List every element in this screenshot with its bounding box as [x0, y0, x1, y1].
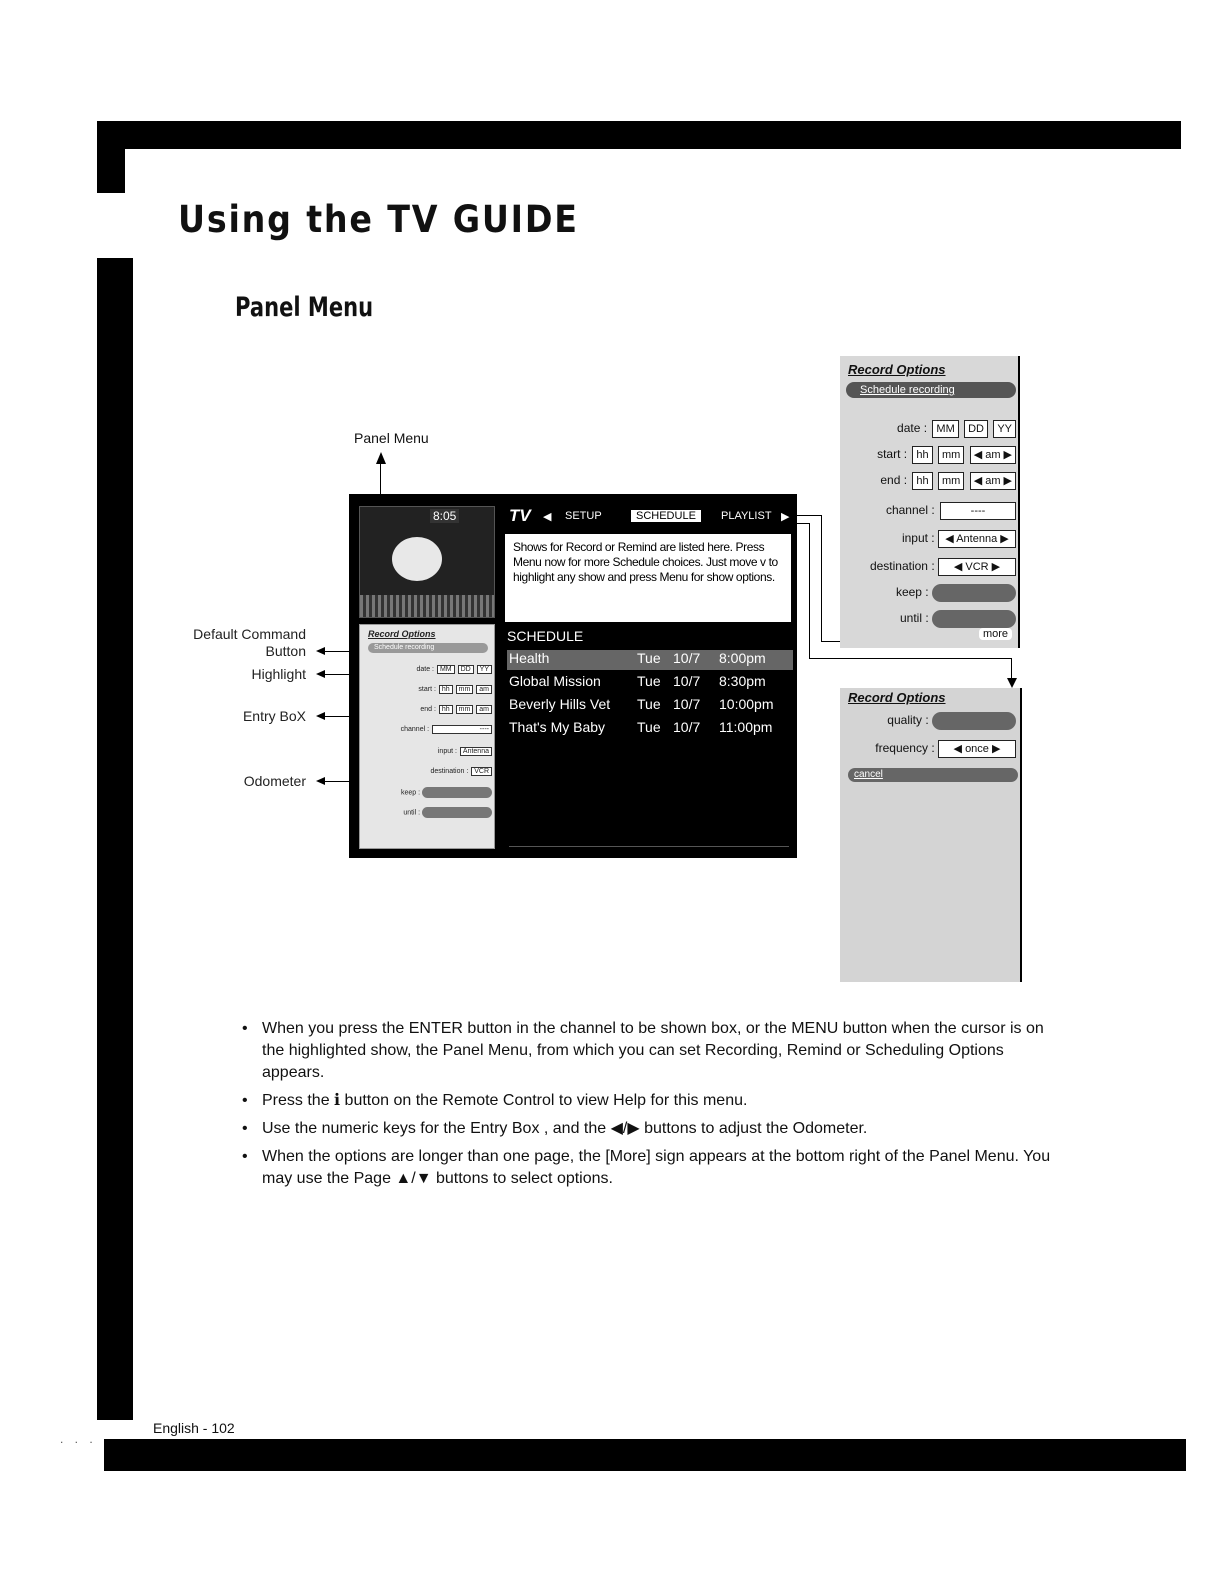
page-title: Using the TV GUIDE — [178, 198, 579, 241]
end-label: end : — [880, 473, 908, 487]
start-hour-field[interactable]: hh — [912, 446, 932, 464]
date-row — [844, 420, 1016, 438]
show-day: Tue — [637, 696, 661, 712]
destination-label: destination : — [430, 768, 469, 775]
left-bar — [97, 258, 133, 1420]
end-row — [844, 472, 1016, 490]
callout-default-command: Default Command Button — [193, 626, 306, 659]
start-ampm-select[interactable]: ◀ am ▶ — [970, 446, 1016, 464]
until-label: until : — [403, 809, 421, 817]
panel-title: Record Options — [848, 362, 946, 377]
panel-title: Record Options — [368, 629, 436, 639]
moon-image — [392, 537, 442, 581]
start-min-field[interactable]: mm — [938, 446, 964, 464]
start-row — [364, 685, 492, 694]
video-window — [359, 506, 495, 618]
until-row — [364, 807, 492, 818]
end-min-field[interactable]: mm — [938, 472, 964, 490]
callout-odometer: Odometer — [243, 773, 306, 789]
start-row — [844, 446, 1016, 464]
show-title: Global Mission — [509, 673, 601, 689]
panel-title: Record Options — [848, 690, 946, 705]
start-hour-field[interactable]: hh — [439, 685, 453, 694]
quality-odometer[interactable] — [932, 712, 1016, 730]
end-row — [364, 705, 492, 714]
destination-row — [844, 558, 1016, 576]
default-command-button[interactable]: Schedule recording — [368, 643, 488, 653]
record-options-panel-page1 — [840, 356, 1020, 648]
tab-playlist[interactable]: PLAYLIST — [721, 510, 772, 522]
end-min-field[interactable]: mm — [456, 705, 474, 714]
quality-row — [844, 712, 1016, 730]
start-label: start : — [418, 686, 436, 693]
connector-line — [1011, 658, 1012, 680]
connector-line — [809, 523, 810, 658]
chevron-right-icon[interactable]: ▶ — [781, 511, 790, 523]
tv-guide-logo: TV — [509, 506, 531, 525]
end-ampm-select[interactable]: am — [476, 705, 492, 714]
input-row — [844, 530, 1016, 548]
show-time: 8:30pm — [719, 673, 766, 689]
day-field[interactable]: DD — [964, 420, 988, 438]
schedule-row[interactable] — [507, 696, 793, 716]
instruction-item: • Press the ℹ button on the Remote Control to view Help for this menu. — [240, 1090, 1060, 1112]
input-select[interactable]: ◀ Antenna ▶ — [938, 530, 1016, 548]
end-ampm-select[interactable]: ◀ am ▶ — [970, 472, 1016, 490]
quality-label: quality : — [887, 713, 929, 728]
more-indicator[interactable]: more — [979, 628, 1012, 640]
frequency-label: frequency : — [875, 741, 935, 755]
channel-label: channel : — [885, 503, 935, 517]
show-time: 10:00pm — [719, 696, 774, 712]
start-min-field[interactable]: mm — [456, 685, 474, 694]
date-label: date : — [897, 421, 928, 435]
callout-highlight: Highlight — [251, 666, 306, 682]
schedule-row[interactable] — [507, 719, 793, 739]
ampm-value: am — [985, 475, 1001, 487]
until-odometer[interactable] — [422, 807, 492, 818]
connector-line — [821, 515, 822, 641]
panel-menu — [359, 624, 495, 849]
keep-label: keep : — [400, 789, 421, 797]
keep-row — [844, 584, 1016, 602]
frequency-select[interactable]: ◀ once ▶ — [938, 740, 1016, 758]
corner-dots: . . . — [60, 1432, 97, 1446]
until-label: until : — [899, 611, 929, 626]
start-label: start : — [877, 447, 908, 461]
instruction-list — [240, 1018, 1060, 1196]
input-value: Antenna — [956, 533, 998, 545]
channel-field[interactable]: ---- — [432, 725, 492, 734]
ground-image — [360, 595, 494, 617]
year-field[interactable]: YY — [477, 665, 492, 674]
schedule-row-highlighted[interactable] — [507, 650, 793, 670]
show-title: Health — [509, 650, 550, 666]
record-options-panel-page2 — [840, 688, 1022, 982]
tab-schedule[interactable]: SCHEDULE — [631, 510, 701, 522]
destination-row — [364, 767, 492, 776]
connector-line — [797, 515, 821, 516]
date-label: date : — [416, 666, 434, 673]
clock: 8:05 — [430, 509, 459, 523]
callout-entry-box: Entry BoX — [242, 708, 306, 724]
destination-value: VCR — [965, 561, 989, 573]
show-date: 10/7 — [673, 673, 701, 689]
channel-label: channel : — [400, 726, 430, 733]
year-field[interactable]: YY — [993, 420, 1016, 438]
input-select[interactable]: Antenna — [460, 747, 492, 756]
tv-guide-header — [509, 506, 791, 526]
top-left-bar — [97, 121, 125, 193]
destination-odometer[interactable]: VCR — [471, 767, 492, 776]
show-time: 8:00pm — [719, 650, 766, 666]
connector-line — [809, 658, 1011, 659]
start-ampm-select[interactable]: am — [476, 685, 492, 694]
month-field[interactable]: MM — [932, 420, 958, 438]
show-day: Tue — [637, 650, 661, 666]
keep-row — [364, 787, 492, 798]
keep-odometer[interactable] — [932, 584, 1016, 602]
show-date: 10/7 — [673, 719, 701, 735]
show-date: 10/7 — [673, 650, 701, 666]
schedule-row[interactable] — [507, 673, 793, 693]
instruction-item: • When the options are longer than one page, the [More] sign appears at the bottom right of the Panel Menu. You may use the Page ▲/▼ buttons to select options. — [240, 1146, 1060, 1190]
channel-row — [364, 725, 492, 734]
schedule-recording-button[interactable]: Schedule recording — [846, 382, 1016, 398]
page-number: English - 102 — [153, 1420, 235, 1436]
input-label: input : — [901, 531, 935, 545]
callout-panel-menu: Panel Menu — [354, 430, 429, 446]
connector-line — [797, 523, 809, 524]
day-field[interactable]: DD — [458, 665, 474, 674]
end-label: end : — [420, 706, 436, 713]
section-title: Panel Menu — [235, 292, 374, 323]
keep-label: keep : — [895, 585, 929, 600]
help-text: Shows for Record or Remind are listed here. Press Menu now for more Schedule choices. Just move v to highlight any show and press Menu for show options. — [505, 534, 791, 622]
show-date: 10/7 — [673, 696, 701, 712]
chevron-left-icon[interactable]: ◀ — [543, 511, 552, 523]
input-row — [364, 747, 492, 756]
divider — [509, 846, 789, 847]
end-hour-field[interactable]: hh — [912, 472, 932, 490]
channel-row — [844, 502, 1016, 520]
ampm-value: am — [985, 449, 1001, 461]
tab-setup[interactable]: SETUP — [565, 510, 602, 522]
schedule-header: SCHEDULE — [507, 628, 584, 644]
destination-odometer[interactable]: ◀ VCR ▶ — [938, 558, 1016, 576]
show-day: Tue — [637, 673, 661, 689]
arrow-up-icon — [376, 452, 386, 464]
arrow-down-icon — [1007, 678, 1017, 688]
frequency-row — [844, 740, 1016, 758]
month-field[interactable]: MM — [437, 665, 455, 674]
instruction-item: • When you press the ENTER button in the channel to be shown box, or the MENU button when the cursor is on the highlighted show, the Panel Menu, from which you can set Recording, Remind or Scheduling Options appears. — [240, 1018, 1060, 1084]
bottom-bar — [104, 1439, 1186, 1471]
show-title: Beverly Hills Vet — [509, 696, 611, 712]
date-row — [364, 665, 492, 674]
destination-label: destination : — [869, 559, 935, 573]
channel-field[interactable]: ---- — [940, 502, 1016, 520]
instruction-item: • Use the numeric keys for the Entry Box , and the ◀/▶ buttons to adjust the Odometer. — [240, 1118, 1060, 1140]
show-title: That's My Baby — [509, 719, 606, 735]
until-odometer[interactable] — [932, 610, 1016, 628]
cancel-button[interactable]: cancel — [848, 768, 1018, 782]
input-label: input : — [437, 748, 457, 755]
frequency-value: once — [965, 743, 989, 755]
show-time: 11:00pm — [719, 719, 773, 735]
tv-screen — [349, 494, 797, 858]
end-hour-field[interactable]: hh — [439, 705, 453, 714]
until-row — [844, 610, 1016, 628]
show-day: Tue — [637, 719, 661, 735]
top-bar — [97, 121, 1181, 149]
keep-odometer[interactable] — [422, 787, 492, 798]
